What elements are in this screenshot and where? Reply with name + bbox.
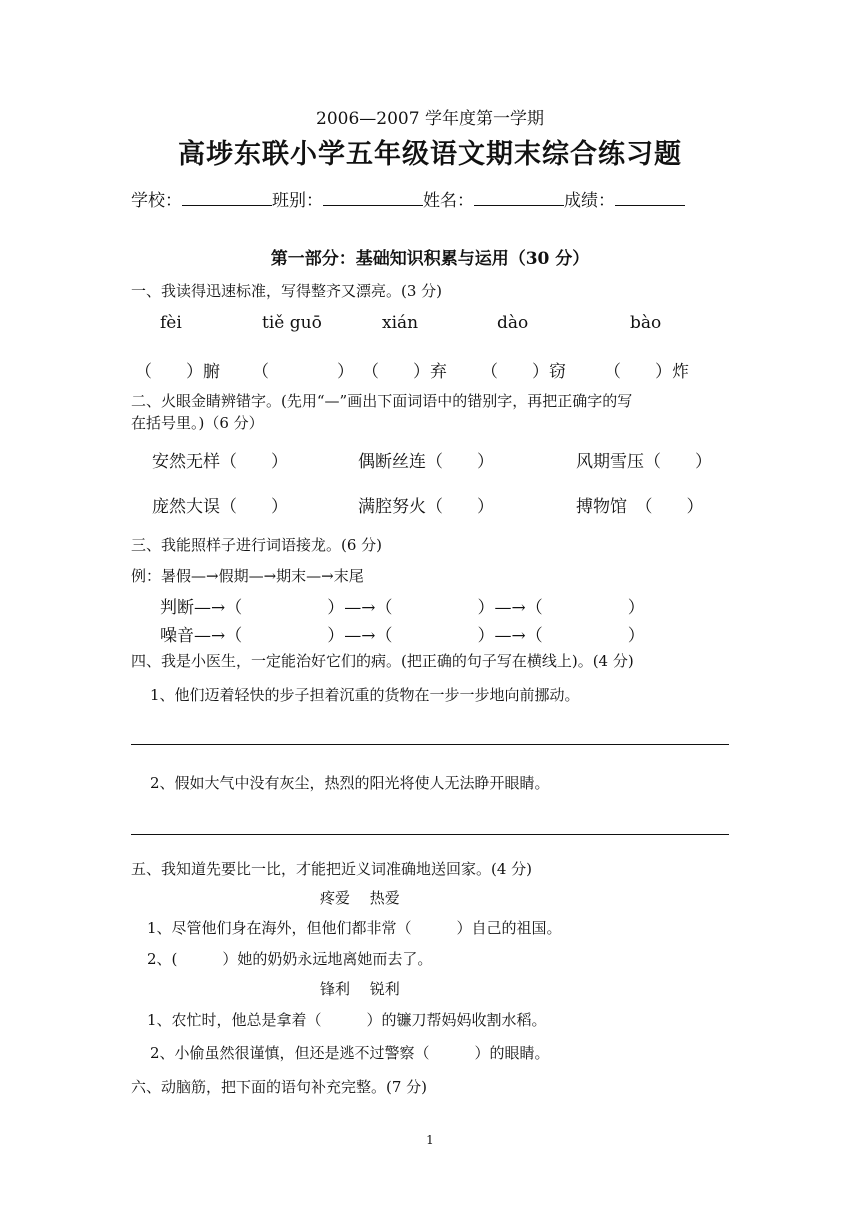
- q4-title: 四、我是小医生，一定能治好它们的病。(把正确的句子写在横线上)。(4 分): [131, 652, 634, 670]
- score-blank[interactable]: [615, 189, 685, 206]
- q3-chain-row[interactable]: 判断—→（ ）—→（ ）—→（ ）: [160, 598, 645, 618]
- q4-sentence-1: 1、他们迈着轻快的步子担着沉重的货物在一步一步地向前挪动。: [150, 686, 580, 704]
- school-label: 学校：: [131, 191, 182, 211]
- q2-word[interactable]: 搏物馆 （ ）: [576, 497, 704, 517]
- q3-example: 例：暑假—→假期—→期末—→末尾: [131, 567, 364, 585]
- q2-word[interactable]: 满腔努火（ ）: [358, 497, 494, 517]
- q2-title-line1: 二、火眼金睛辨错字。(先用“—”画出下面词语中的错别字，再把正确字的写: [131, 392, 633, 410]
- q3-chain-row[interactable]: 噪音—→（ ）—→（ ）—→（ ）: [160, 626, 645, 646]
- q4-answer-line-1[interactable]: [131, 744, 729, 745]
- q5-title: 五、我知道先要比一比，才能把近义词准确地送回家。(4 分): [131, 860, 533, 878]
- exam-title: 高埗东联小学五年级语文期末综合练习题: [178, 139, 682, 170]
- q5-sentence[interactable]: 2、( ）她的奶奶永远地离她而去了。: [147, 950, 433, 968]
- q5-sentence[interactable]: 2、小偷虽然很谨慎，但还是逃不过警察（ ）的眼睛。: [150, 1044, 550, 1062]
- q2-word[interactable]: 庞然大误（ ）: [152, 497, 288, 517]
- page-number: 1: [426, 1133, 434, 1147]
- q5-word-pair-1: 疼爱 热爱: [320, 889, 400, 907]
- name-blank[interactable]: [474, 189, 564, 206]
- q6-title: 六、动脑筋，把下面的语句补充完整。(7 分): [131, 1078, 428, 1096]
- q1-pinyin: dào: [497, 313, 529, 333]
- student-info-row: [131, 186, 685, 211]
- q1-pinyin: bào: [630, 313, 662, 333]
- term-subtitle: 2006—2007 学年度第一学期: [316, 109, 544, 129]
- class-label: 班别：: [272, 191, 323, 211]
- q1-title: 一、我读得迅速标准，写得整齐又漂亮。(3 分): [131, 282, 443, 300]
- q5-sentence[interactable]: 1、农忙时，他总是拿着（ ）的镰刀帮妈妈收割水稻。: [147, 1011, 547, 1029]
- q1-answer-slot[interactable]: （ ）弃: [362, 362, 447, 382]
- q1-answer-slot[interactable]: （ ）炸: [604, 362, 689, 382]
- q1-answer-slot[interactable]: （ ）: [252, 362, 354, 382]
- q1-answer-slot[interactable]: （ ）腑: [135, 362, 220, 382]
- class-blank[interactable]: [323, 189, 423, 206]
- q4-answer-line-2[interactable]: [131, 834, 729, 835]
- q4-sentence-2: 2、假如大气中没有灰尘，热烈的阳光将使人无法睁开眼睛。: [150, 774, 550, 792]
- q2-word[interactable]: 安然无样（ ）: [152, 452, 288, 472]
- score-label: 成绩：: [564, 191, 615, 211]
- q5-word-pair-2: 锋利 锐利: [320, 980, 400, 998]
- q2-word[interactable]: 风期雪压（ ）: [576, 452, 712, 472]
- q3-title: 三、我能照样子进行词语接龙。(6 分): [131, 536, 383, 554]
- q1-pinyin: fèi: [160, 313, 182, 333]
- q1-pinyin: xián: [382, 313, 419, 333]
- q1-pinyin: tiě guō: [262, 313, 322, 333]
- part-heading: 第一部分：基础知识积累与运用（30 分）: [270, 249, 590, 269]
- school-blank[interactable]: [182, 189, 272, 206]
- q2-title-line2: 在括号里。)（6 分）: [131, 414, 264, 432]
- name-label: 姓名：: [423, 191, 474, 211]
- q5-sentence[interactable]: 1、尽管他们身在海外，但他们都非常（ ）自己的祖国。: [147, 919, 562, 937]
- q2-word[interactable]: 偶断丝连（ ）: [358, 452, 494, 472]
- q1-answer-slot[interactable]: （ ）窃: [481, 362, 566, 382]
